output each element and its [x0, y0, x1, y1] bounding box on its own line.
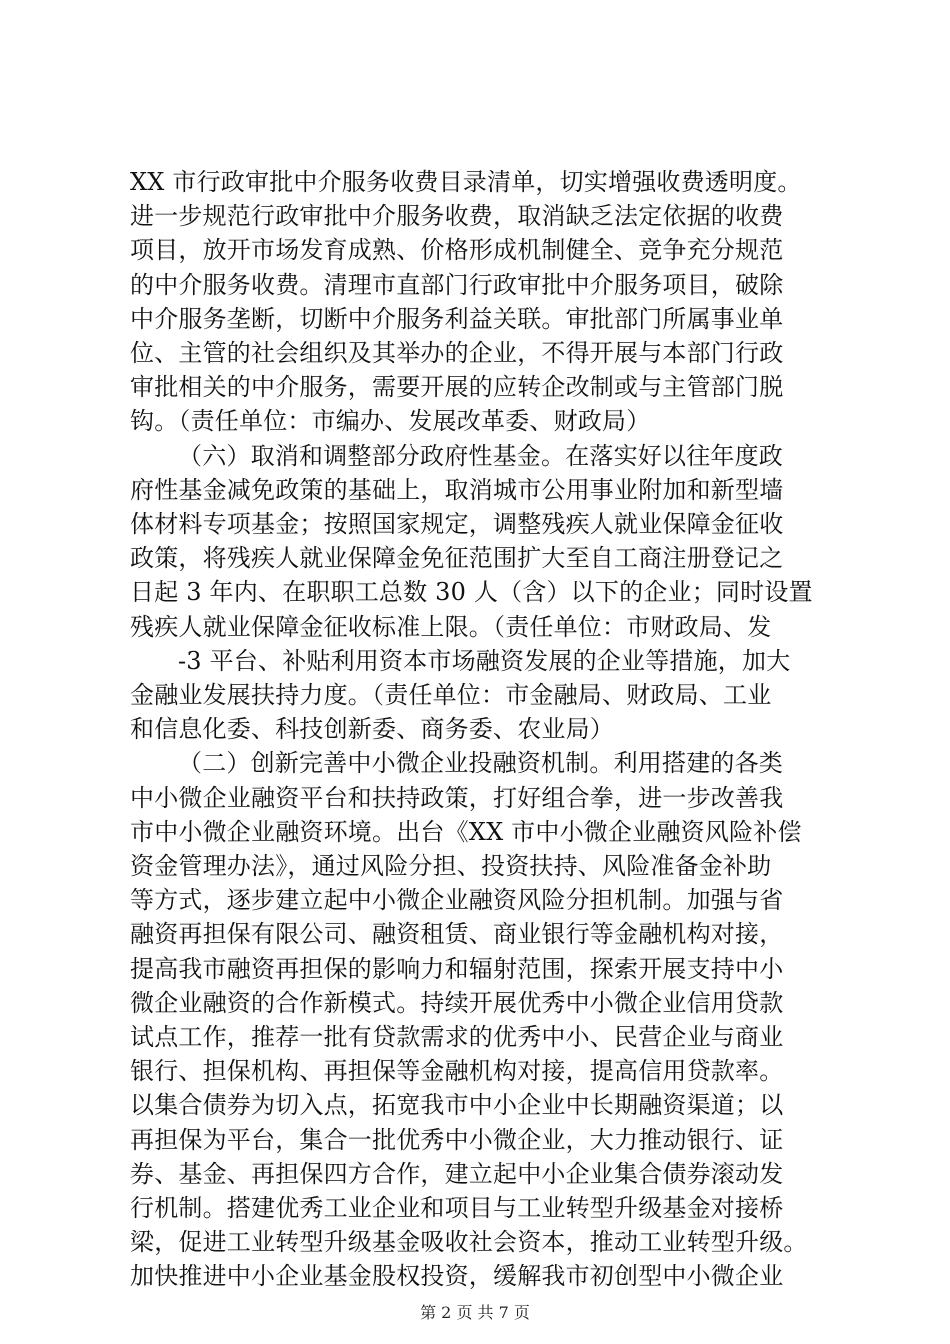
body-text-line: -3 平台、补贴利用资本市场融资发展的企业等措施，加大	[178, 646, 791, 675]
body-text-line: 中介服务垄断，切断中介服务利益关联。审批部门所属事业单	[130, 304, 784, 333]
body-text-line: 和信息化委、科技创新委、商务委、农业局）	[130, 715, 614, 744]
body-text-line: 审批相关的中介服务，需要开展的应转企改制或与主管部门脱	[130, 373, 784, 402]
body-text-line: 券、基金、再担保四方合作，建立起中小企业集合债券滚动发	[130, 1159, 784, 1188]
body-text-line: 等方式，逐步建立起中小微企业融资风险分担机制。加强与省	[130, 886, 784, 915]
page-footer: 第 2 页 共 7 页	[420, 1303, 530, 1322]
paragraph-heading-line: （二）创新完善中小微企业投融资机制。利用搭建的各类	[178, 749, 783, 778]
body-text-line: 项目，放开市场发育成熟、价格形成机制健全、竞争充分规范	[130, 236, 784, 265]
body-text-line: 位、主管的社会组织及其举办的企业，不得开展与本部门行政	[130, 339, 784, 367]
body-text-line: 钩。（责任单位：市编办、发展改革委、财政局）	[130, 407, 651, 436]
body-text-line: 日起 3 年内、在职职工总数 30 人（含）以下的企业；同时设置	[130, 578, 813, 607]
body-text-line: 残疾人就业保障金征收标准上限。（责任单位：市财政局、发	[130, 612, 772, 641]
paragraph-heading-line: （六）取消和调整部分政府性基金。在落实好以往年度政	[178, 441, 783, 470]
body-text-line: 的中介服务收费。清理市直部门行政审批中介服务项目，破除	[130, 270, 784, 299]
body-text-line: XX 市行政审批中介服务收费目录清单，切实增强收费透明度。	[130, 168, 802, 196]
body-text-line: 试点工作，推荐一批有贷款需求的优秀中小、民营企业与商业	[130, 1023, 784, 1051]
body-text-line: 梁，促进工业转型升级基金吸收社会资本，推动工业转型升级。	[130, 1228, 808, 1257]
body-text-line: 金融业发展扶持力度。（责任单位：市金融局、财政局、工业	[130, 681, 772, 709]
body-text-line: 以集合债券为切入点，拓宽我市中小企业中长期融资渠道；以	[130, 1091, 784, 1120]
body-text-line: 政策，将残疾人就业保障金免征范围扩大至自工商注册登记之	[130, 544, 784, 573]
body-text-line: 市中小微企业融资环境。出台《XX 市中小微企业融资风险补偿	[130, 817, 802, 846]
body-text-line: 行机制。搭建优秀工业企业和项目与工业转型升级基金对接桥	[130, 1194, 784, 1222]
body-text-line: 银行、担保机构、再担保等金融机构对接，提高信用贷款率。	[130, 1057, 784, 1086]
body-text-line: 加快推进中小企业基金股权投资，缓解我市初创型中小微企业	[130, 1262, 784, 1291]
body-text-line: 再担保为平台，集合一批优秀中小微企业，大力推动银行、证	[130, 1125, 784, 1154]
body-text-line: 提高我市融资再担保的影响力和辐射范围，探索开展支持中小	[130, 954, 784, 983]
body-text-line: 微企业融资的合作新模式。持续开展优秀中小微企业信用贷款	[130, 988, 784, 1017]
body-text-line: 进一步规范行政审批中介服务收费，取消缺乏法定依据的收费	[130, 202, 784, 231]
body-text-line: 资金管理办法》，通过风险分担、投资扶持、风险准备金补助	[130, 852, 772, 880]
body-text-line: 体材料专项基金；按照国家规定，调整残疾人就业保障金征收	[130, 510, 784, 538]
body-text-line: 融资再担保有限公司、融资租赁、商业银行等金融机构对接，	[130, 920, 784, 949]
body-text-line: 府性基金减免政策的基础上，取消城市公用事业附加和新型墙	[130, 475, 784, 504]
body-text-line: 中小微企业融资平台和扶持政策，打好组合拳，进一步改善我	[130, 783, 784, 812]
